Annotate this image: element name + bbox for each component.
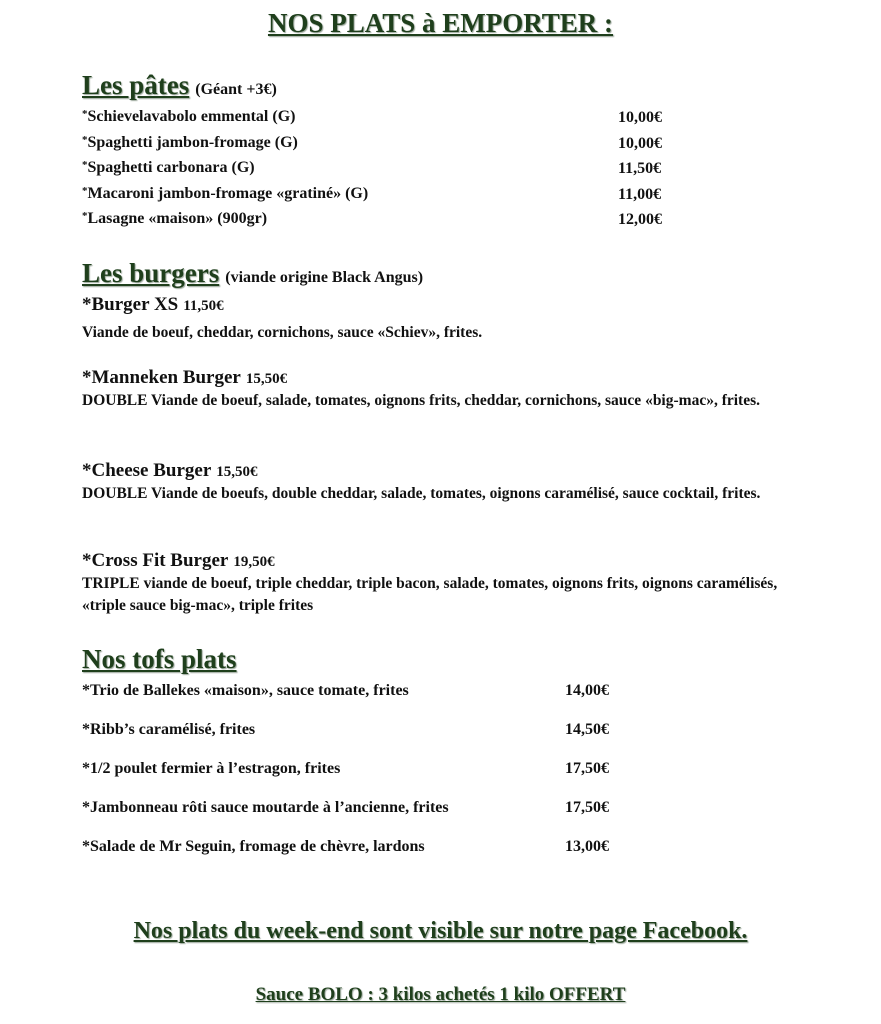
item-price: 11,00€ <box>618 185 662 203</box>
burger-name: *Manneken Burger <box>82 367 241 388</box>
item-price: 14,00€ <box>565 682 609 699</box>
menu-item <box>82 108 295 126</box>
asterisk: * <box>82 108 88 120</box>
burger-price: 15,50€ <box>216 464 258 480</box>
burger-description: DOUBLE Viande de boeufs, double cheddar, salade, tomates, oignons caramélisé, sauce cocktail, frites. <box>82 485 761 502</box>
item-price: 17,50€ <box>565 799 609 816</box>
burger-title <box>82 550 275 572</box>
burgers-header <box>82 258 423 289</box>
item-price: 10,00€ <box>618 109 662 126</box>
menu-item: *Salade de Mr Seguin, fromage de chèvre, lardons <box>82 838 425 855</box>
item-price: 17,50€ <box>565 760 609 777</box>
burger-price: 15,50€ <box>245 371 288 387</box>
pates-note: (Géant +3€) <box>195 81 277 98</box>
menu-item: *Jambonneau rôti sauce moutarde à l’ancienne, frites <box>82 799 449 816</box>
item-name: Macaroni jambon-fromage «gratiné» (G) <box>87 184 369 202</box>
item-name: Spaghetti jambon-fromage (G) <box>87 133 298 151</box>
item-name: Schievelavabolo emmental (G) <box>87 108 296 125</box>
section-heading-burgers: Les burgers <box>82 258 220 288</box>
pates-header <box>82 70 277 101</box>
asterisk: * <box>82 133 88 146</box>
item-price: 10,00€ <box>618 134 662 152</box>
weekend-notice: Nos plats du week-end sont visible sur notre page Facebook. <box>133 918 748 944</box>
item-price: 11,50€ <box>618 160 662 177</box>
burger-title <box>82 460 258 482</box>
promo-notice: Sauce BOLO : 3 kilos achetés 1 kilo OFFERT <box>255 984 626 1005</box>
burger-description: Viande de boeuf, cheddar, cornichons, sauce «Schiev», frites. <box>82 324 483 341</box>
menu-item: *Trio de Ballekes «maison», sauce tomate, frites <box>82 682 409 699</box>
burger-name: *Cross Fit Burger <box>82 550 229 571</box>
item-name: Spaghetti carbonara (G) <box>87 159 255 176</box>
section-heading-pates: Les pâtes <box>82 70 190 100</box>
burger-name: *Burger XS <box>82 294 179 315</box>
burger-title <box>82 294 224 316</box>
page-title: NOS PLATS à EMPORTER : <box>267 8 614 38</box>
asterisk: * <box>82 184 88 197</box>
burger-name: *Cheese Burger <box>82 460 212 481</box>
menu-item <box>82 159 255 177</box>
item-name: Lasagne «maison» (900gr) <box>87 210 268 227</box>
menu-item: *1/2 poulet fermier à l’estragon, frites <box>82 760 341 777</box>
burger-description: DOUBLE Viande de boeuf, salade, tomates, oignons frits, cheddar, cornichons, sauce «big-mac», frites. <box>82 392 760 409</box>
menu-item <box>82 185 368 203</box>
item-price: 13,00€ <box>565 838 609 855</box>
asterisk: * <box>82 159 88 171</box>
menu-item <box>82 210 267 228</box>
burgers-note: (viande origine Black Angus) <box>225 269 424 286</box>
item-price: 14,50€ <box>565 721 609 738</box>
menu-item <box>82 134 298 152</box>
section-heading-tofs: Nos tofs plats <box>82 644 237 674</box>
burger-description: TRIPLE viande de boeuf, triple cheddar, triple bacon, salade, tomates, oignons frits, oignons caramélisés, «triple sauce big-mac», triple frites <box>82 575 778 614</box>
menu-item: *Ribb’s caramélisé, frites <box>82 721 256 738</box>
asterisk: * <box>82 210 88 222</box>
item-price: 12,00€ <box>618 211 662 228</box>
burger-price: 11,50€ <box>183 298 224 314</box>
burger-price: 19,50€ <box>233 554 275 570</box>
burger-title <box>82 367 287 389</box>
